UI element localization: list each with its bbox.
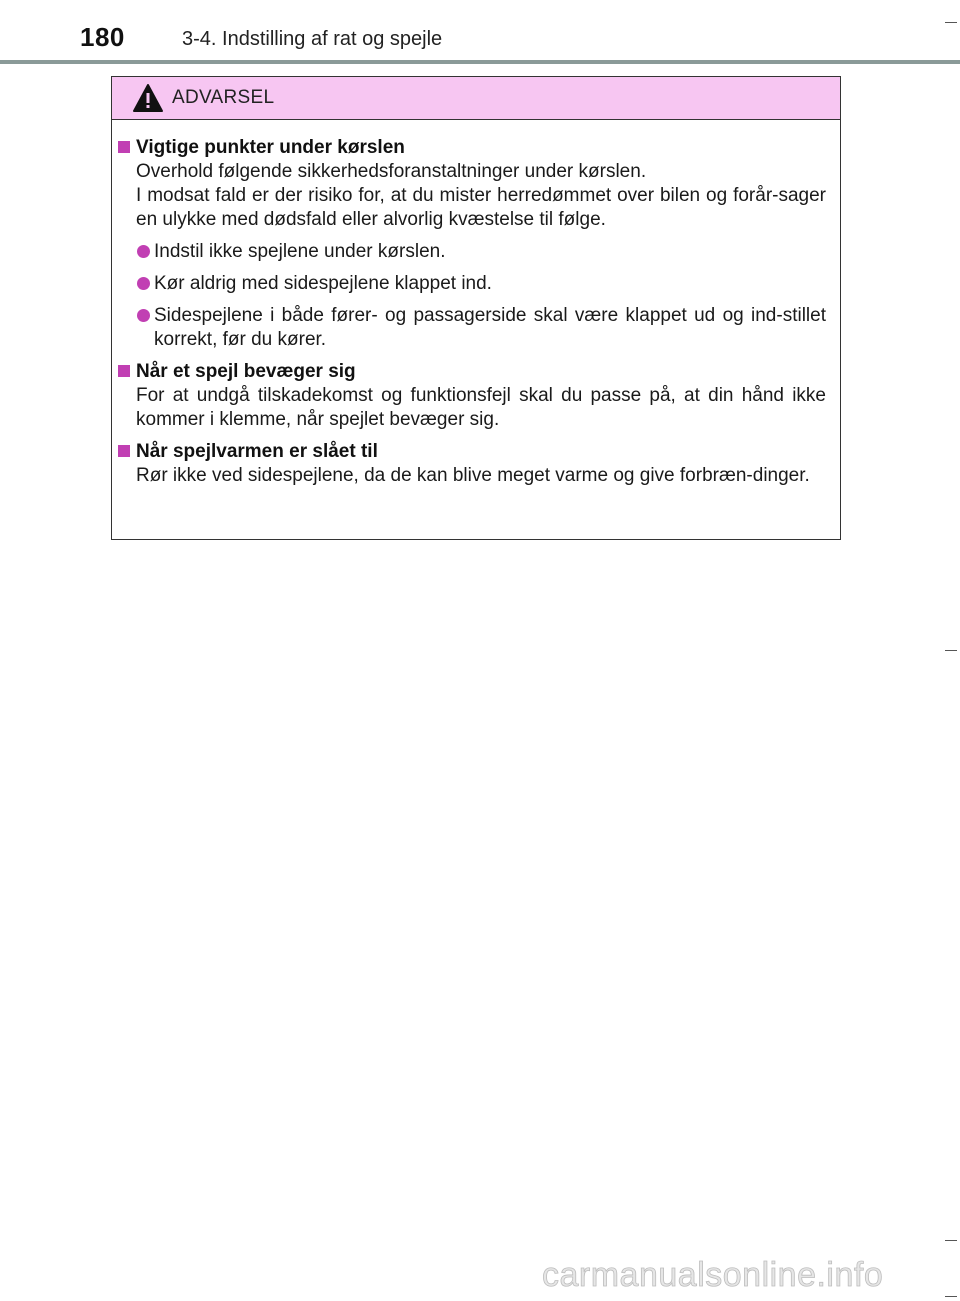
square-bullet-icon xyxy=(118,141,130,153)
section-heading xyxy=(118,136,826,160)
circle-bullet-icon xyxy=(137,309,150,322)
header-divider xyxy=(0,60,960,64)
list-item-text: Indstil ikke spejlene under kørslen. xyxy=(154,241,446,262)
crop-mark xyxy=(945,1240,957,1241)
warning-label: ADVARSEL xyxy=(172,87,275,108)
list-item xyxy=(118,240,826,264)
square-bullet-icon xyxy=(118,365,130,377)
circle-bullet-icon xyxy=(137,277,150,290)
list-item xyxy=(118,272,826,296)
watermark-text: carmanualsonline.info xyxy=(542,1256,884,1294)
crop-mark xyxy=(945,650,957,651)
circle-bullet-icon xyxy=(137,245,150,258)
warning-body xyxy=(112,120,840,496)
paragraph: For at undgå tilskadekomst og funktionsfejl skal du passe på, at din hånd ikke kommer i klemme, når spejlet bevæger sig. xyxy=(136,385,826,430)
crop-mark xyxy=(945,22,957,23)
watermark-logo xyxy=(540,1252,944,1296)
bullet-list xyxy=(118,240,826,352)
warning-section xyxy=(118,440,826,488)
paragraph: I modsat fald er der risiko for, at du mister herredømmet over bilen og forår-sager en ulykke med dødsfald eller alvorlig kvæstelse til følge. xyxy=(136,185,826,230)
section-heading-text: Når et spejl bevæger sig xyxy=(136,361,356,382)
warning-triangle-icon xyxy=(132,83,164,113)
crop-mark xyxy=(945,1296,957,1297)
page-header xyxy=(0,0,960,64)
section-heading xyxy=(118,360,826,384)
paragraph: Overhold følgende sikkerhedsforanstaltninger under kørslen. xyxy=(136,161,647,182)
warning-section xyxy=(118,360,826,432)
section-heading xyxy=(118,440,826,464)
square-bullet-icon xyxy=(118,445,130,457)
list-item-text: Kør aldrig med sidespejlene klappet ind. xyxy=(154,273,492,294)
list-item-text: Sidespejlene i både fører- og passagerside skal være klappet ud og ind-stillet korrekt, før du kører. xyxy=(154,305,826,350)
warning-box xyxy=(111,76,841,540)
section-heading-text: Når spejlvarmen er slået til xyxy=(136,441,378,462)
warning-header xyxy=(112,77,840,120)
paragraph: Rør ikke ved sidespejlene, da de kan blive meget varme og give forbræn-dinger. xyxy=(136,465,810,486)
list-item xyxy=(118,304,826,352)
section-title: 3-4. Indstilling af rat og spejle xyxy=(182,28,443,50)
section-heading-text: Vigtige punkter under kørslen xyxy=(136,137,405,158)
warning-section xyxy=(118,136,826,352)
page-number: 180 xyxy=(80,22,125,52)
